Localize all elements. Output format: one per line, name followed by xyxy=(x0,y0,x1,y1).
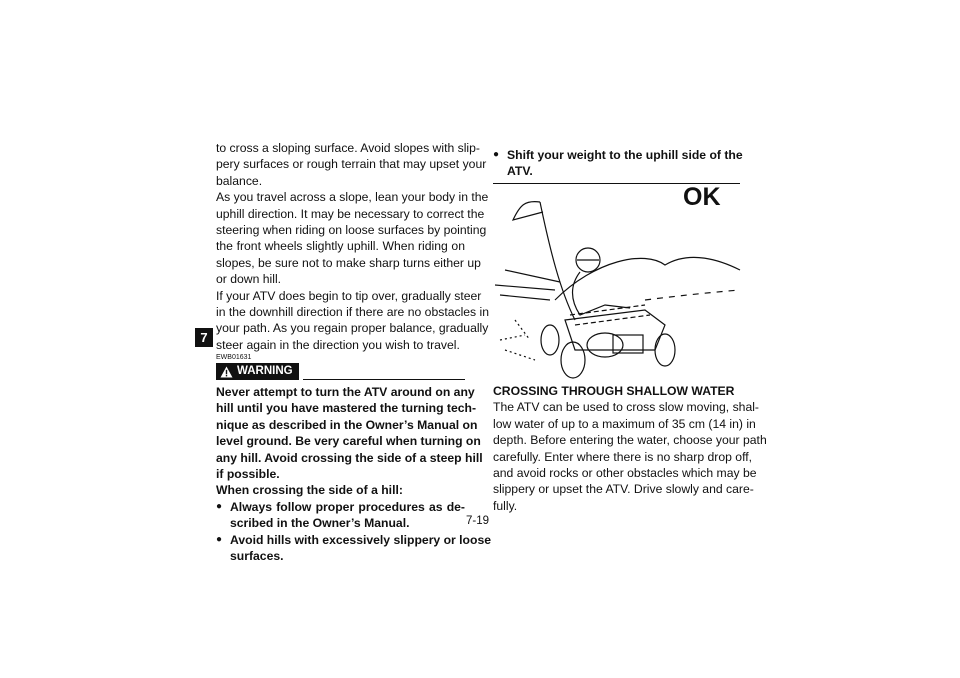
text-line: depth. Before entering the water, choose your path xyxy=(493,433,767,448)
text-line: fully. xyxy=(493,498,518,513)
text-line: or down hill. xyxy=(216,272,282,287)
warning-code: EWB01631 xyxy=(216,354,252,362)
text-line: if possible. xyxy=(216,467,280,482)
bullet-line: ● Always follow proper procedures as de- xyxy=(216,499,465,515)
shift-weight-bullet xyxy=(493,147,743,180)
water-section xyxy=(493,383,767,514)
chapter-tab: 7 xyxy=(195,328,213,347)
bullet-line: ● Shift your weight to the uphill side of the xyxy=(493,147,740,163)
text-line: hill until you have mastered the turning tech- xyxy=(216,401,477,416)
text-line: slopes, be sure not to make sharp turns either up xyxy=(216,255,481,270)
section-heading: CROSSING THROUGH SHALLOW WATER xyxy=(493,384,735,398)
atv-rider-illustration xyxy=(495,190,745,380)
warning-label: WARNING xyxy=(237,365,293,378)
page-number: 7-19 xyxy=(466,515,490,527)
text-line: steering when riding on loose surfaces by pointing xyxy=(216,222,487,237)
warning-header xyxy=(216,363,465,380)
text-line: carefully. Enter where there is no sharp drop off, xyxy=(493,449,753,464)
text-line: any hill. Avoid crossing the side of a steep hill xyxy=(216,450,483,465)
slope-paragraph xyxy=(216,140,490,353)
warning-badge xyxy=(216,363,299,380)
text-line: pery surfaces or rough terrain that may upset your xyxy=(216,157,487,172)
text-line: low water of up to a maximum of 35 cm (14 in) in xyxy=(493,416,756,431)
bullet-line: ● Avoid hills with excessively slippery or loose xyxy=(216,532,465,548)
text-line: As you travel across a slope, lean your body in the xyxy=(216,190,489,205)
text-line: slippery or upset the ATV. Drive slowly and care- xyxy=(493,482,754,497)
text-line: to cross a sloping surface. Avoid slopes with slip- xyxy=(216,141,480,155)
ok-label: OK xyxy=(683,183,721,211)
right-column xyxy=(493,147,743,184)
text-line: your path. As you regain proper balance, gradually xyxy=(216,321,489,336)
text-line: uphill direction. It may be necessary to correct the xyxy=(216,206,485,221)
text-line: steer again in the direction you wish to travel. xyxy=(216,337,460,352)
text-line: Never attempt to turn the ATV around on any xyxy=(216,385,475,400)
text-line: ATV. xyxy=(507,164,533,179)
text-line: in the downhill direction if there are no obstacles in xyxy=(216,304,490,319)
text-line: nique as described in the Owner’s Manual on xyxy=(216,417,478,432)
text-line: surfaces. xyxy=(230,548,284,563)
text-line: and avoid rocks or other obstacles which may be xyxy=(493,465,757,480)
text-line: scribed in the Owner’s Manual. xyxy=(230,516,410,531)
warning-triangle-icon xyxy=(220,366,233,378)
text-line: balance. xyxy=(216,173,263,188)
text-line: The ATV can be used to cross slow moving, shal- xyxy=(493,400,759,415)
text-line: the front wheels slightly uphill. When riding on xyxy=(216,239,465,254)
water-paragraph xyxy=(493,399,767,514)
text-line: level ground. Be very careful when turning on xyxy=(216,434,481,449)
text-line: If your ATV does begin to tip over, gradually steer xyxy=(216,288,482,303)
warning-rule xyxy=(303,379,465,380)
text-line: When crossing the side of a hill: xyxy=(216,483,403,498)
